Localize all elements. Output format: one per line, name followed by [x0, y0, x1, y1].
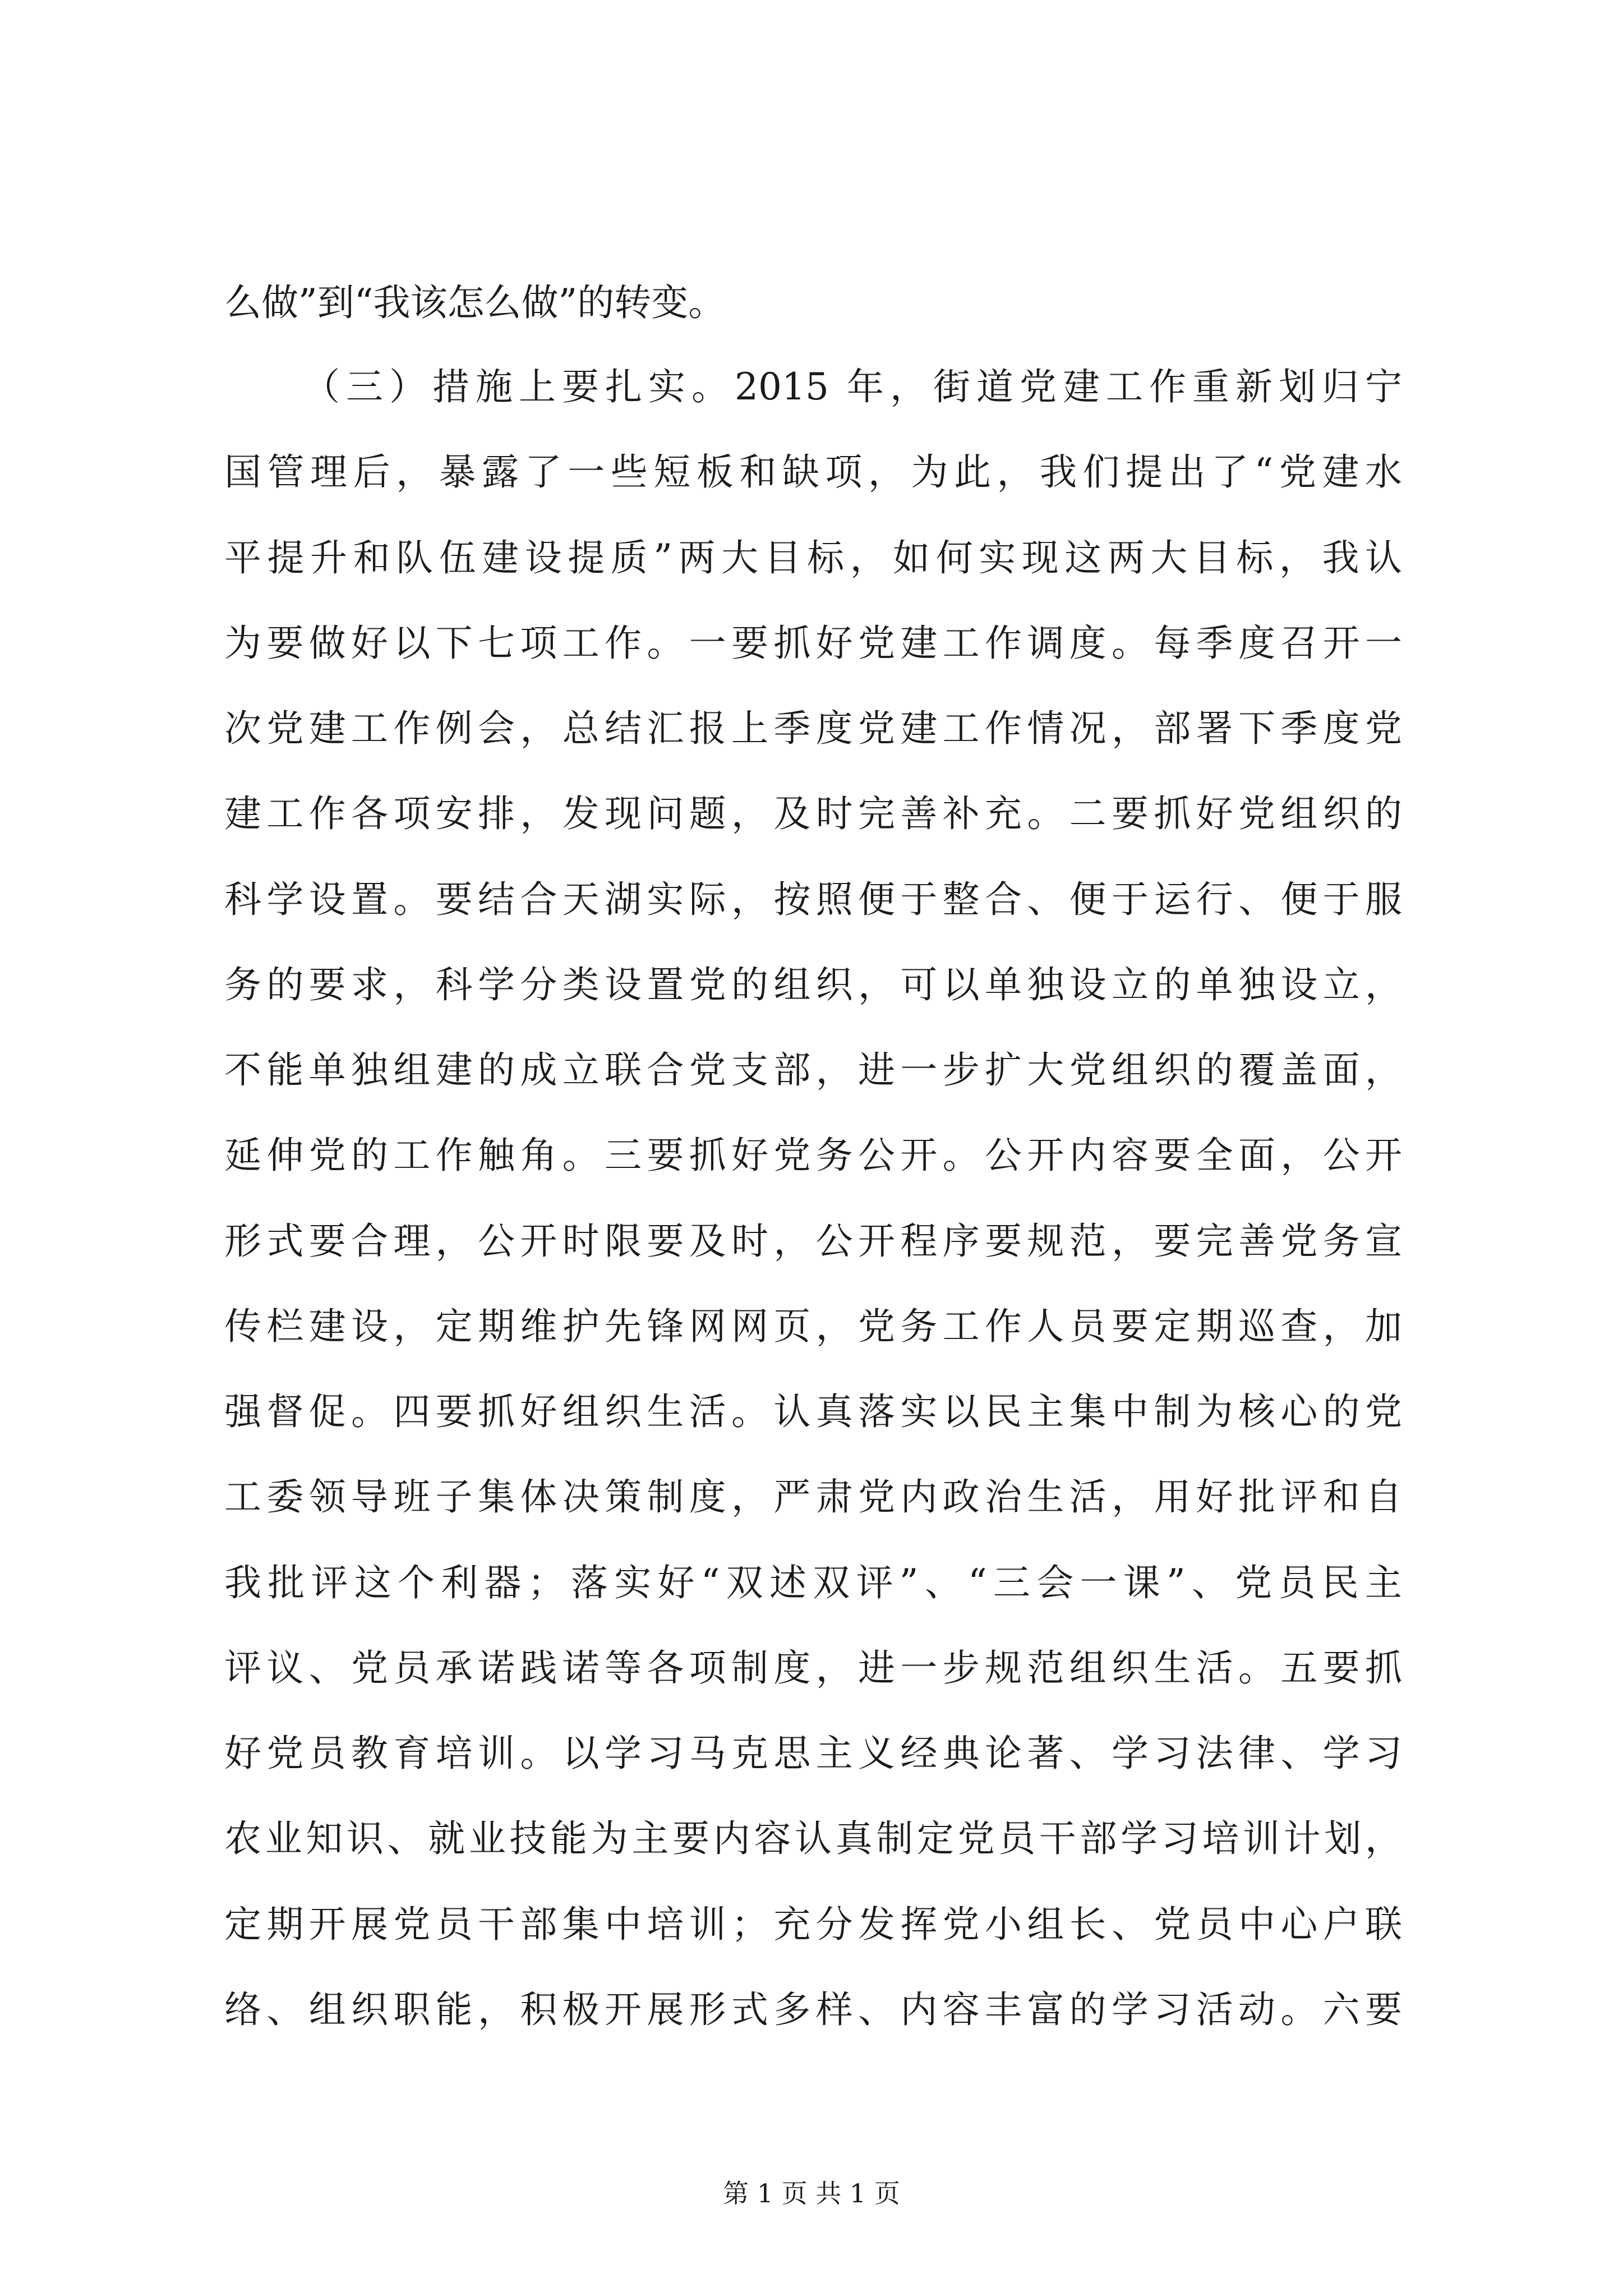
- text-line: 么做”到“我该怎么做”的转变。: [224, 281, 726, 324]
- text-line: 我批评这个利器；落实好“双述双评”、“三会一课”、党员民主: [224, 1561, 1402, 1604]
- text-line: 务的要求，科学分类设置党的组织，可以单独设立的单独设立，: [224, 963, 1402, 1006]
- text-line: 建工作各项安排，发现问题，及时完善补充。二要抓好党组织的: [224, 792, 1402, 835]
- text-line: 传栏建设，定期维护先锋网网页，党务工作人员要定期巡查，加: [224, 1305, 1402, 1348]
- section-heading-line: （三）措施上要扎实。2015 年，街道党建工作重新划归宁: [303, 365, 1402, 408]
- text-line: 评议、党员承诺践诺等各项制度，进一步规范组织生活。五要抓: [224, 1646, 1402, 1690]
- text-line: 科学设置。要结合天湖实际，按照便于整合、便于运行、便于服: [224, 878, 1402, 921]
- text-line: 工委领导班子集体决策制度，严肃党内政治生活，用好批评和自: [224, 1475, 1402, 1519]
- text-line: 农业知识、就业技能为主要内容认真制定党员干部学习培训计划，: [224, 1817, 1402, 1860]
- text-line: 不能单独组建的成立联合党支部，进一步扩大党组织的覆盖面，: [224, 1048, 1402, 1092]
- text-line: 国管理后，暴露了一些短板和缺项，为此，我们提出了“党建水: [224, 450, 1402, 494]
- text-line: 次党建工作例会，总结汇报上季度党建工作情况，部署下季度党: [224, 707, 1402, 750]
- text-line: 形式要合理，公开时限要及时，公开程序要规范，要完善党务宣: [224, 1220, 1402, 1263]
- text-line: 平提升和队伍建设提质”两大目标，如何实现这两大目标，我认: [224, 536, 1402, 579]
- page-number-footer: 第 1 页 共 1 页: [723, 2178, 900, 2208]
- text-line: 好党员教育培训。以学习马克思主义经典论著、学习法律、学习: [224, 1732, 1402, 1775]
- text-line: 延伸党的工作触角。三要抓好党务公开。公开内容要全面，公开: [224, 1134, 1402, 1177]
- text-line: 强督促。四要抓好组织生活。认真落实以民主集中制为核心的党: [224, 1390, 1402, 1433]
- text-line: 为要做好以下七项工作。一要抓好党建工作调度。每季度召开一: [224, 622, 1402, 665]
- text-line: 络、组织职能，积极开展形式多样、内容丰富的学习活动。六要: [224, 1988, 1402, 2031]
- text-line: 定期开展党员干部集中培训；充分发挥党小组长、党员中心户联: [224, 1903, 1402, 1946]
